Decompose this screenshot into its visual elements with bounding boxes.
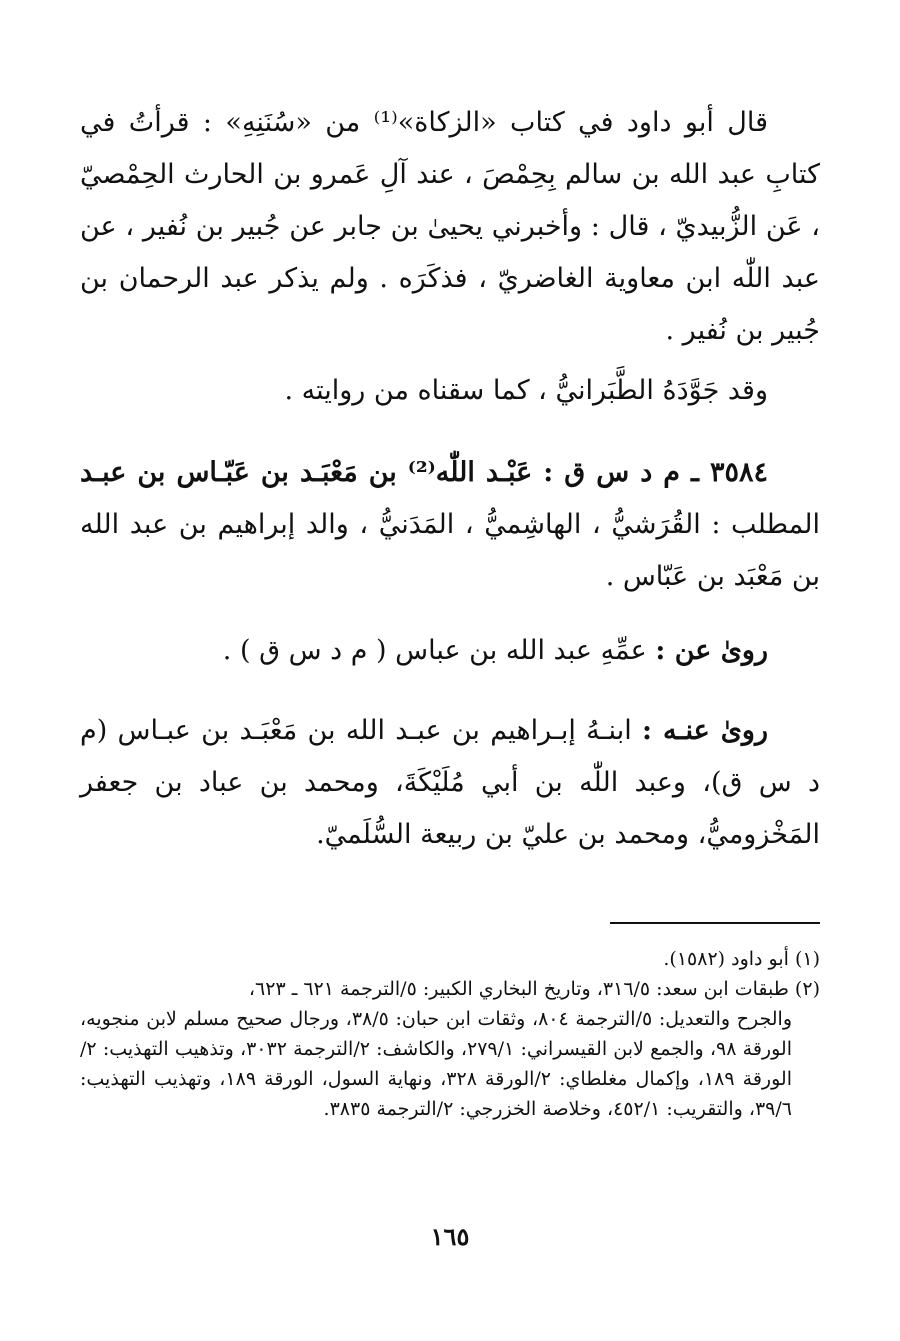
paragraph-tabarani-note [80, 365, 820, 417]
footnote-2-continuation: والجرح والتعديل: ٥/الترجمة ٨٠٤، وثقات ابن حبان: ٣٨/٥، ورجال صحيح مسلم لابن منجويه، الورقة ٩٨، والجمع لابن القيسراني: ٢٧٩/١، والكاشف: ٢/الترجمة ٣٠٣٢، وتذهيب التهذيب: ٢/الورقة ١٨٩، وإكمال مغلطاي: ٢/الورقة ٣٢٨، ونهاية السول، الورقة ١٨٩، وتهذيب التهذيب: ٣٩/٦، والتقريب: ٤٥٢/١، وخلاصة الخزرجي: ٢/الترجمة ٣٨٣٥. [80, 1008, 792, 1120]
biography-entry-heading [80, 447, 820, 603]
footnote-2-first-line: (٢) طبقات ابن سعد: ٣١٦/٥، وتاريخ البخاري الكبير: ٥/الترجمة ٦٢١ ـ ٦٢٣، [248, 978, 820, 1000]
paragraph-text: وقد جَوَّدَهُ الطَّبَرانيُّ ، كما سقناه من روايته . [284, 375, 768, 406]
footnote-1: (١) أبو داود (١٥٨٢). [663, 948, 820, 970]
entry-number-and-name: ٣٥٨٤ ـ م د س ق : عَبْـد اللّٰه⁽²⁾ بن مَعْبَـد بن عَبّـاس بن عبـد [80, 457, 769, 488]
narrators-label: روىٰ عنـه : [642, 715, 769, 746]
paragraph-text: قال أبو داود في كتاب «الزكاة»⁽¹⁾ من «سُنَنِهِ» : قرأتُ في كتابِ عبد الله بن سالم بِحِمْصَ ، عند آلِ عَمرو بن الحارث الحِمْصيّ ، عَن الزُّبيديّ ، قال : وأخبرني يحيىٰ بن جابر عن جُبير بن نُفير ، عن عبد اللّٰه ابن معاوية الغاضريّ ، فذكَرَه . ولم يذكر عبد الرحمان بن جُبير بن نُفير . [80, 107, 820, 346]
footnotes [80, 944, 820, 1124]
narrated-from-text: عمِّهِ عبد الله بن عباس ( م د س ق ) . [222, 635, 656, 666]
narrators-text: ابنـهُ إبـراهيم بن عبـد الله بن مَعْبَـد بن عبـاس (م د س ق)، وعبد اللّٰه بن أبي مُلَيْكَةَ، ومحمد بن عباد بن جعفر المَخْزوميُّ، ومحمد بن عليّ بن ربيعة السُّلَميّ. [80, 715, 820, 850]
entry-lineage: المطلب : القُرَشيُّ ، الهاشِميُّ ، المَدَنيُّ ، والد إبراهيم بن عبد الله بن مَعْبَد بن عَبّاس . [80, 509, 820, 592]
footnote-divider [610, 922, 820, 924]
narrators-from-him-paragraph [80, 705, 820, 861]
page-number: ١٦٥ [430, 1222, 470, 1251]
narrated-from-label: روىٰ عن : [655, 635, 768, 666]
narrated-from-paragraph [80, 625, 820, 677]
paragraph-abu-dawud-quote [80, 97, 820, 357]
